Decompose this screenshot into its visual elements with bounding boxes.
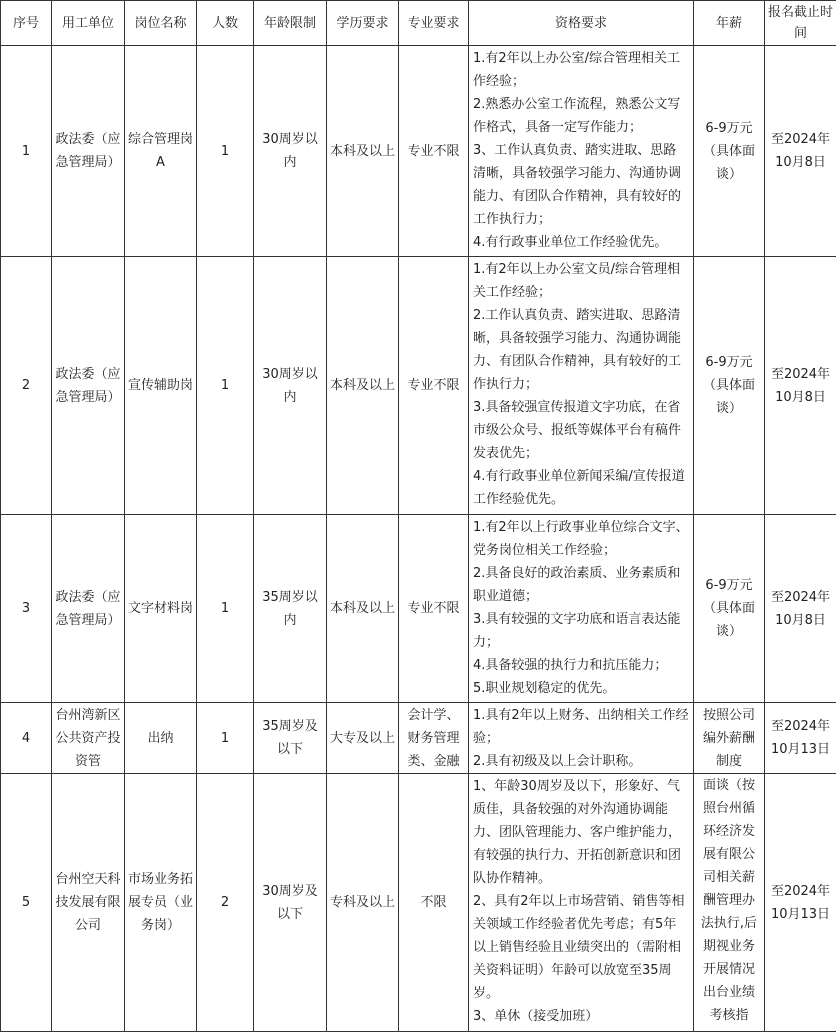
header-count: 人数 xyxy=(197,1,254,46)
requirement-item: 4.具备较强的执行力和抗压能力； xyxy=(473,658,668,673)
cell-position: 文字材料岗 xyxy=(125,515,197,703)
cell-deadline: 至2024年10月13日 xyxy=(765,703,836,774)
cell-deadline: 至2024年10月8日 xyxy=(765,46,836,257)
requirement-item: 3.具有较强的文字功底和语言表达能力； xyxy=(473,612,681,650)
cell-deadline: 至2024年10月8日 xyxy=(765,257,836,515)
header-deadline: 报名截止时间 xyxy=(765,1,836,46)
cell-employer: 政法委（应急管理局） xyxy=(52,257,125,515)
cell-requirements xyxy=(469,515,694,703)
cell-no: 2 xyxy=(1,257,52,515)
cell-salary: 按照公司编外薪酬制度 xyxy=(694,703,765,774)
requirement-item: 2.熟悉办公室工作流程，熟悉公文写作格式，具备一定写作能力； xyxy=(473,97,681,135)
header-position: 岗位名称 xyxy=(125,1,197,46)
cell-no: 3 xyxy=(1,515,52,703)
cell-age: 30周岁及以下 xyxy=(254,774,327,1032)
cell-age: 35周岁以内 xyxy=(254,515,327,703)
cell-education: 大专及以上 xyxy=(327,703,399,774)
requirement-item: 3.具备较强宣传报道文字功底，在省市级公众号、报纸等媒体平台有稿件发表优先； xyxy=(473,400,682,461)
requirement-item: 1.具有2年以上财务、出纳相关工作经验； xyxy=(473,708,689,746)
cell-position: 市场业务拓展专员（业务岗） xyxy=(125,774,197,1032)
cell-employer: 政法委（应急管理局） xyxy=(52,515,125,703)
cell-salary: 6-9万元（具体面谈） xyxy=(694,515,765,703)
cell-requirements xyxy=(469,257,694,515)
header-qualification: 资格要求 xyxy=(469,1,694,46)
cell-age: 30周岁以内 xyxy=(254,46,327,257)
requirement-item: 2.具有初级及以上会计职称。 xyxy=(473,754,642,769)
cell-position: 综合管理岗A xyxy=(125,46,197,257)
table-row xyxy=(1,703,836,774)
requirement-item: 1.有2年以上办公室/综合管理相关工作经验； xyxy=(473,51,681,89)
cell-count: 2 xyxy=(197,774,254,1032)
header-no: 序号 xyxy=(1,1,52,46)
cell-age: 35周岁及以下 xyxy=(254,703,327,774)
cell-major: 专业不限 xyxy=(399,257,469,515)
cell-deadline: 至2024年10月13日 xyxy=(765,774,836,1032)
cell-education: 专科及以上 xyxy=(327,774,399,1032)
cell-no: 1 xyxy=(1,46,52,257)
cell-deadline: 至2024年10月8日 xyxy=(765,515,836,703)
table-row xyxy=(1,515,836,703)
cell-count: 1 xyxy=(197,515,254,703)
cell-no: 5 xyxy=(1,774,52,1032)
cell-salary: 6-9万元（具体面谈） xyxy=(694,257,765,515)
cell-requirements xyxy=(469,46,694,257)
requirement-item: 3、工作认真负责、踏实进取、思路清晰，具备较强学习能力、沟通协调能力、有团队合作精神，具有较好的工作执行力； xyxy=(473,143,682,227)
cell-employer: 台州湾新区公共资产投资管 xyxy=(52,703,125,774)
cell-requirements xyxy=(469,774,694,1032)
cell-education: 本科及以上 xyxy=(327,515,399,703)
requirement-item: 3、单休（接受加班） xyxy=(473,1009,599,1024)
requirement-item: 5.职业规划稳定的优先。 xyxy=(473,681,616,696)
cell-requirements xyxy=(469,703,694,774)
table-row xyxy=(1,46,836,257)
cell-employer: 政法委（应急管理局） xyxy=(52,46,125,257)
requirement-item: 4.有行政事业单位新闻采编/宣传报道工作经验优先。 xyxy=(473,469,685,507)
header-age: 年龄限制 xyxy=(254,1,327,46)
requirement-item: 1、年龄30周岁及以下，形象好、气质佳，具备较强的对外沟通协调能力、团队管理能力、客户维护能力，有较强的执行力、开拓创新意识和团队协作精神。 xyxy=(473,779,682,886)
table-row xyxy=(1,774,836,1032)
requirement-item: 2.工作认真负责、踏实进取、思路清晰，具备较强学习能力、沟通协调能力、有团队合作精神，具有较好的工作执行力； xyxy=(473,308,682,392)
cell-employer: 台州空天科技发展有限公司 xyxy=(52,774,125,1032)
cell-education: 本科及以上 xyxy=(327,257,399,515)
cell-count: 1 xyxy=(197,46,254,257)
cell-age: 30周岁以内 xyxy=(254,257,327,515)
cell-count: 1 xyxy=(197,703,254,774)
header-salary: 年薪 xyxy=(694,1,765,46)
cell-count: 1 xyxy=(197,257,254,515)
header-major: 专业要求 xyxy=(399,1,469,46)
header-education: 学历要求 xyxy=(327,1,399,46)
table-row xyxy=(1,257,836,515)
requirement-item: 2.具备良好的政治素质、业务素质和职业道德； xyxy=(473,566,681,604)
cell-major: 专业不限 xyxy=(399,46,469,257)
cell-major: 不限 xyxy=(399,774,469,1032)
cell-position: 出纳 xyxy=(125,703,197,774)
cell-salary: 面谈（按照台州循环经济发展有限公司相关薪酬管理办法执行,后期视业务开展情况出台业绩考核指 xyxy=(694,774,765,1032)
requirement-item: 1.有2年以上行政事业单位综合文字、党务岗位相关工作经验； xyxy=(473,520,689,558)
requirement-item: 2、具有2年以上市场营销、销售等相关领域工作经验者优先考虑；有5年以上销售经验且业绩突出的（需附相关资料证明）年龄可以放宽至35周岁。 xyxy=(473,894,685,1001)
cell-major: 专业不限 xyxy=(399,515,469,703)
cell-major: 会计学、财务管理类、金融 xyxy=(399,703,469,774)
cell-education: 本科及以上 xyxy=(327,46,399,257)
cell-salary: 6-9万元（具体面谈） xyxy=(694,46,765,257)
cell-no: 4 xyxy=(1,703,52,774)
requirement-item: 1.有2年以上办公室文员/综合管理相关工作经验； xyxy=(473,262,681,300)
header-row xyxy=(1,1,836,46)
requirement-item: 4.有行政事业单位工作经验优先。 xyxy=(473,235,668,250)
cell-position: 宣传辅助岗 xyxy=(125,257,197,515)
header-employer: 用工单位 xyxy=(52,1,125,46)
